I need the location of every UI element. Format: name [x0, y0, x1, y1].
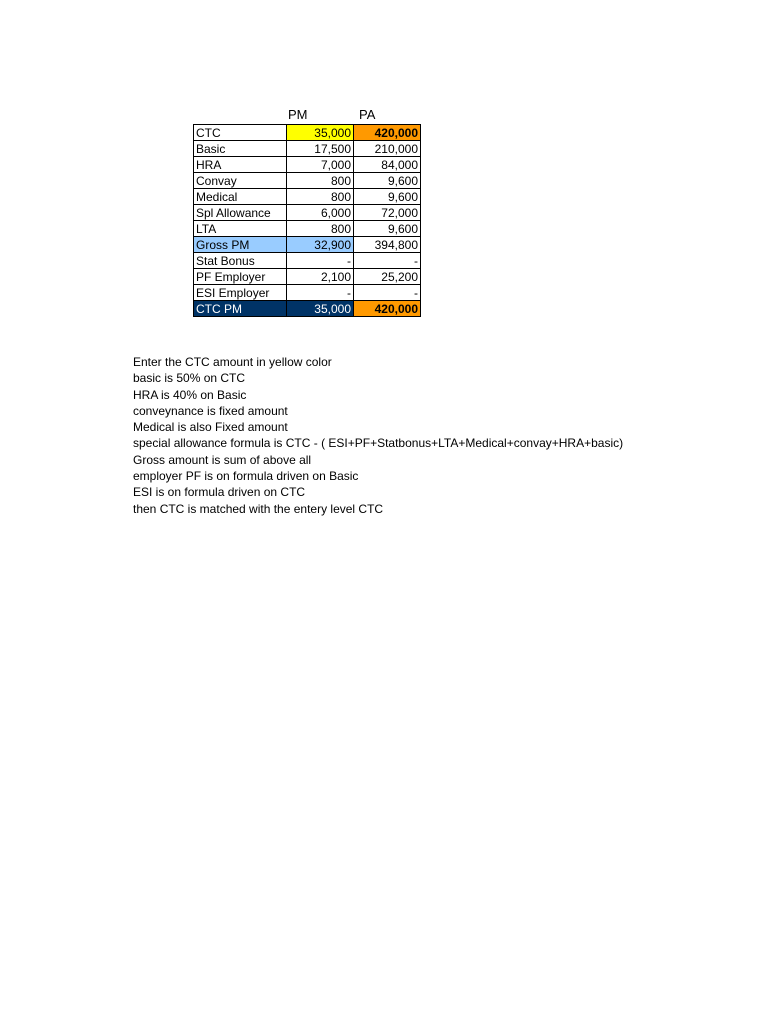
row-label[interactable]: Stat Bonus — [194, 253, 287, 269]
pm-value-cell[interactable]: 7,000 — [287, 157, 354, 173]
row-label[interactable]: Gross PM — [194, 237, 287, 253]
row-label[interactable]: Medical — [194, 189, 287, 205]
table-row — [194, 237, 421, 253]
table-row — [194, 157, 421, 173]
note-line: Medical is also Fixed amount — [133, 420, 288, 435]
note-line: ESI is on formula driven on CTC — [133, 485, 306, 500]
table-row — [194, 189, 421, 205]
pm-value-cell[interactable]: 800 — [287, 189, 354, 205]
table-row — [194, 205, 421, 221]
pa-value-cell[interactable]: 420,000 — [354, 125, 421, 141]
table-row — [194, 269, 421, 285]
pa-value-cell[interactable]: 210,000 — [354, 141, 421, 157]
note-line: then CTC is matched with the entery level CTC — [133, 501, 384, 516]
row-label[interactable]: Convay — [194, 173, 287, 189]
row-label[interactable]: CTC — [194, 125, 287, 141]
pm-value-cell[interactable]: 35,000 — [287, 301, 354, 317]
table-row — [194, 253, 421, 269]
row-label[interactable]: Basic — [194, 141, 287, 157]
pm-value-cell[interactable]: 800 — [287, 221, 354, 237]
pm-value-cell[interactable]: 2,100 — [287, 269, 354, 285]
pa-value-cell[interactable]: 84,000 — [354, 157, 421, 173]
row-label[interactable]: LTA — [194, 221, 287, 237]
column-header-pa: PA — [359, 107, 376, 122]
ctc-breakup-table — [193, 124, 421, 317]
pa-value-cell[interactable]: 420,000 — [354, 301, 421, 317]
pm-value-cell[interactable]: 35,000 — [287, 125, 354, 141]
pa-value-cell[interactable]: - — [354, 285, 421, 301]
table-row — [194, 141, 421, 157]
pm-value-cell[interactable]: 32,900 — [287, 237, 354, 253]
note-line: employer PF is on formula driven on Basic — [133, 469, 359, 484]
pa-value-cell[interactable]: 25,200 — [354, 269, 421, 285]
row-label[interactable]: ESI Employer — [194, 285, 287, 301]
note-line: special allowance formula is CTC - ( ESI+PF+Statbonus+LTA+Medical+convay+HRA+basic) — [133, 436, 624, 451]
table-row — [194, 285, 421, 301]
pm-value-cell[interactable]: 800 — [287, 173, 354, 189]
row-label[interactable]: Spl Allowance — [194, 205, 287, 221]
pm-value-cell[interactable]: 17,500 — [287, 141, 354, 157]
pa-value-cell[interactable]: 72,000 — [354, 205, 421, 221]
row-label[interactable]: PF Employer — [194, 269, 287, 285]
note-line: HRA is 40% on Basic — [133, 387, 247, 402]
table-row — [194, 221, 421, 237]
pm-value-cell[interactable]: - — [287, 285, 354, 301]
pa-value-cell[interactable]: 9,600 — [354, 173, 421, 189]
table-row — [194, 125, 421, 141]
instructions-notes — [133, 354, 623, 517]
note-line: Gross amount is sum of above all — [133, 452, 312, 467]
table-row — [194, 301, 421, 317]
pa-value-cell[interactable]: 394,800 — [354, 237, 421, 253]
column-header-pm: PM — [288, 107, 308, 122]
pa-value-cell[interactable]: 9,600 — [354, 221, 421, 237]
table-row — [194, 173, 421, 189]
pa-value-cell[interactable]: 9,600 — [354, 189, 421, 205]
note-line: basic is 50% on CTC — [133, 371, 246, 386]
note-line: conveynance is fixed amount — [133, 403, 288, 418]
pm-value-cell[interactable]: - — [287, 253, 354, 269]
pm-value-cell[interactable]: 6,000 — [287, 205, 354, 221]
note-line: Enter the CTC amount in yellow color — [133, 355, 332, 369]
pa-value-cell[interactable]: - — [354, 253, 421, 269]
row-label[interactable]: CTC PM — [194, 301, 287, 317]
row-label[interactable]: HRA — [194, 157, 287, 173]
